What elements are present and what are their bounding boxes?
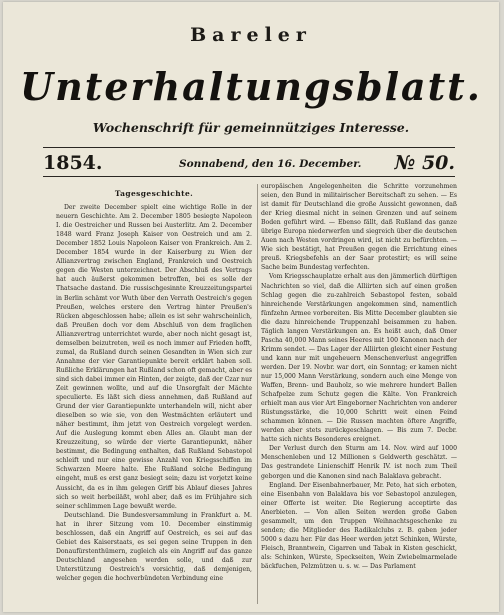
- article-paragraph: England. Der Eisenbahnerbauer, Mr. Peto, hat sich erboten, eine Eisenbahn von Balaklava bis vor Sebastopol anzulegen, einer Offerte ist weiter. Die Regierung acceptirte das Anerbieten. — Von allen Seiten werden große Gaben gesammelt, um den Truppen Weihnachtsgeschenke zu senden; die Mitglieder des Radikalclubs z. B. gaben jeder 5000 s dazu her. Für das Heer werden jetzt Schinken, Würste, Fleisch, Branntwein, Cigarren und Tabak in Kisten geschickt, als: Schinken, Würste, Speckseiten, Wein Zwiebelmarmelade bäckfuchen, Pelzmützen u. s. w. — Das Parlament: [261, 481, 457, 570]
- top-rule: [43, 147, 455, 148]
- issue-info-row: [43, 152, 455, 174]
- masthead-subtitle: Wochenschrift für gemeinnütziges Interesse.: [92, 120, 410, 135]
- issue-year: 1854.: [43, 152, 103, 174]
- article-paragraph: Deutschland. Die Bundesversammlung in Frankfurt a. M. hat in ihrer Sitzung vom 10. December einstimmig beschlossen, daß ein Angriff auf Oestreich, es sei auf das Gebiet des Kaiserstaats, es sei gegen seine Truppen in den Donaufürstenthümern, zugleich als ein Angriff auf das ganze Deutschland angesehen werden solle, und daß zur Unterstützung Oestreich's vorsichtig, daß demjenigen, welcher gegen die hochverbündeten Verbindung eine: [56, 511, 252, 582]
- section-heading: Tagesgeschichte.: [114, 189, 194, 198]
- article-paragraph: Der Verlust durch den Sturm am 14. Nov. wird auf 1000 Menschenleben und 12 Millionen s Geldwerth geschätzt. — Das gestrandete Linienschiff Henrik IV. ist noch zum Theil geborgen und die Kanonen sind nach Balaklava gebracht.: [261, 445, 457, 480]
- bottom-rule: [43, 176, 455, 177]
- column-divider: [257, 184, 258, 604]
- issue-number: № 50.: [394, 152, 455, 174]
- left-column: [56, 189, 252, 607]
- article-paragraph: Vom Kriegsschauplatze erhalt aus den jämmerlich dürftigen Nachrichten so viel, daß die Alliirten sich auf einen großen Schlag gegen die zu-zahlreich Sebastopol festen, sobald hinreichende Verstärkungen angekommen sind, namentlich fünfzehn Armee vorbereiten. Bis Mitte December glaubten sie die dazu hinreichende Truppenzahl beisammen zu haben. Täglich langen Verstärkungen an. Es heißt auch, daß Omer Pascha 40,000 Mann seines Heeres mit 100 Kanonen nach der Krimm sendet. — Das Lager der Alliirten gleicht einer Festung und kann nur mit ungeheuern Menschenverlust angegriffen werden. Der 19. Novbr. war dort, ein Sonntag; er kamen nicht nur 15,000 Mann Verstärkung, sondern auch eine Menge von Waffen, Brenn- und Bauholz, so wie mehrere hundert Ballen Schafpelze zum Schutz gegen die Kälte. Von Frankreich erhielt man aus vier Art Eingeborner Nachrichten von anderer Rüstungsstärke, die 10,000 Schritt weit einen Feind schammen können. — Die Russen machten öftere Angriffe, werden aber stets zurückgeschlagen. — Bis zum 7. Decbr. hatte sich nichts Besonderes ereignet.: [261, 273, 457, 444]
- newspaper-page: [3, 2, 499, 612]
- issue-date: Sonnabend, den 16. December.: [179, 158, 362, 170]
- article-paragraph: Der zweite December spielt eine wichtige Rolle in der neuern Geschichte. Am 2. December 1805 besiegte Napoleon I. die Oestreicher und Russen bei Austerlitz. Am 2. December 1848 ward Franz Joseph Kaiser von Oestreich und am 2. December 1852 Louis Napoleon Kaiser von Frankreich. Am 2. December 1854 wurde in der Kaiserburg zu Wien der Allianzvertrag zwischen England, Frankreich und Oestreich gegen die Westen unterzeichnet. Der Abschluß des Vertrags hat auch äußerst gekommen betroffen, bei es solle der Thatsache dastand. Die russischgesinnte Kreuzzeitungspartei in Berlin schämt vor Wuth über den Verrath Oestreich's gegen Preußen, welches erstere den Vertrag hinter Preußen's Rücken abgeschlossen habe; allein es ist sehr wahrscheinlich, daß Preußen doch vor dem Abschluß von dem fraglichen Allianzvertrag unterrichtet wurde, aber noch nicht gesagt ist, demselben beizutreten, weil es noch immer auf Frieden hofft, zumal, da Rußland durch seinen Gesandten in Wien sich zur Annahme der vier Garantiepunkte bereit erklärt haben soll. Rußliche Erklärungen hat Rußland schon oft gemacht, aber es sind sich dabei immer ein Hinten, der zeigte, daß der Czar nur Zeit gewinnen wollte, und auf die Unsorgfalt der Mächte speculierte. Es läßt sich diess annehmen, daß Rußland auf Grund der vier Garantiepunkte unterhandeln will, nicht aber dieselben so wie sie, von den Westmächten erläutert und näher bestimmt, ihm jetzt von Oestreich vorgelegt werden. Auf die Auslegung kommt eben Alles an. Glaubt man der Kreuzzeitung, so würde der vierte Garantiepunkt, näher bestimmt, die Bedingung enthalten, daß Rußland Sebastopol schleift und nur eine gewisse Anzahl von Kriegsschiffen im Schwarzen Meere halte. Ehe Rußland solche Bedingung eingeht, muß es erst ganz besiegt sein; dazu ist vorjetzt keine Aussicht, da es in ihm gelegen Griff bis Ablauf dieses Jahres sich so weit herbeiläßt, wohl aber, daß es im Frühjahre sich seiner schlimmen Lage bewußt werde.: [56, 204, 252, 510]
- right-column: [261, 182, 457, 607]
- article-paragraph: europäischen Angelegenheiten die Schritte vorzunehmen seien, den Bund in militairischer Bereitschaft zu sehen. — Es ist damit für Deutschland die große Aussicht gewonnen, daß der Krieg diesmal nicht in seinen Grenzen und auf seinem Boden geführt wird. — Ebenso fällt, daß Rußland das ganze übrige Europa niederwerfen und siegreich über die deutschen Auen nach Westen vordringen wird, ist nicht zu befürchten. — Wie sich bestätigt, hat Preußen gegen die Errichtung eines preuß. Kriegsbefehls an der Saar protestirt; es will seine Sache beim Bundestag verfechten.: [261, 183, 457, 272]
- masthead-large-title: Unterhaltungsblatt.: [20, 64, 482, 109]
- masthead-small-title: Bareler: [190, 24, 312, 46]
